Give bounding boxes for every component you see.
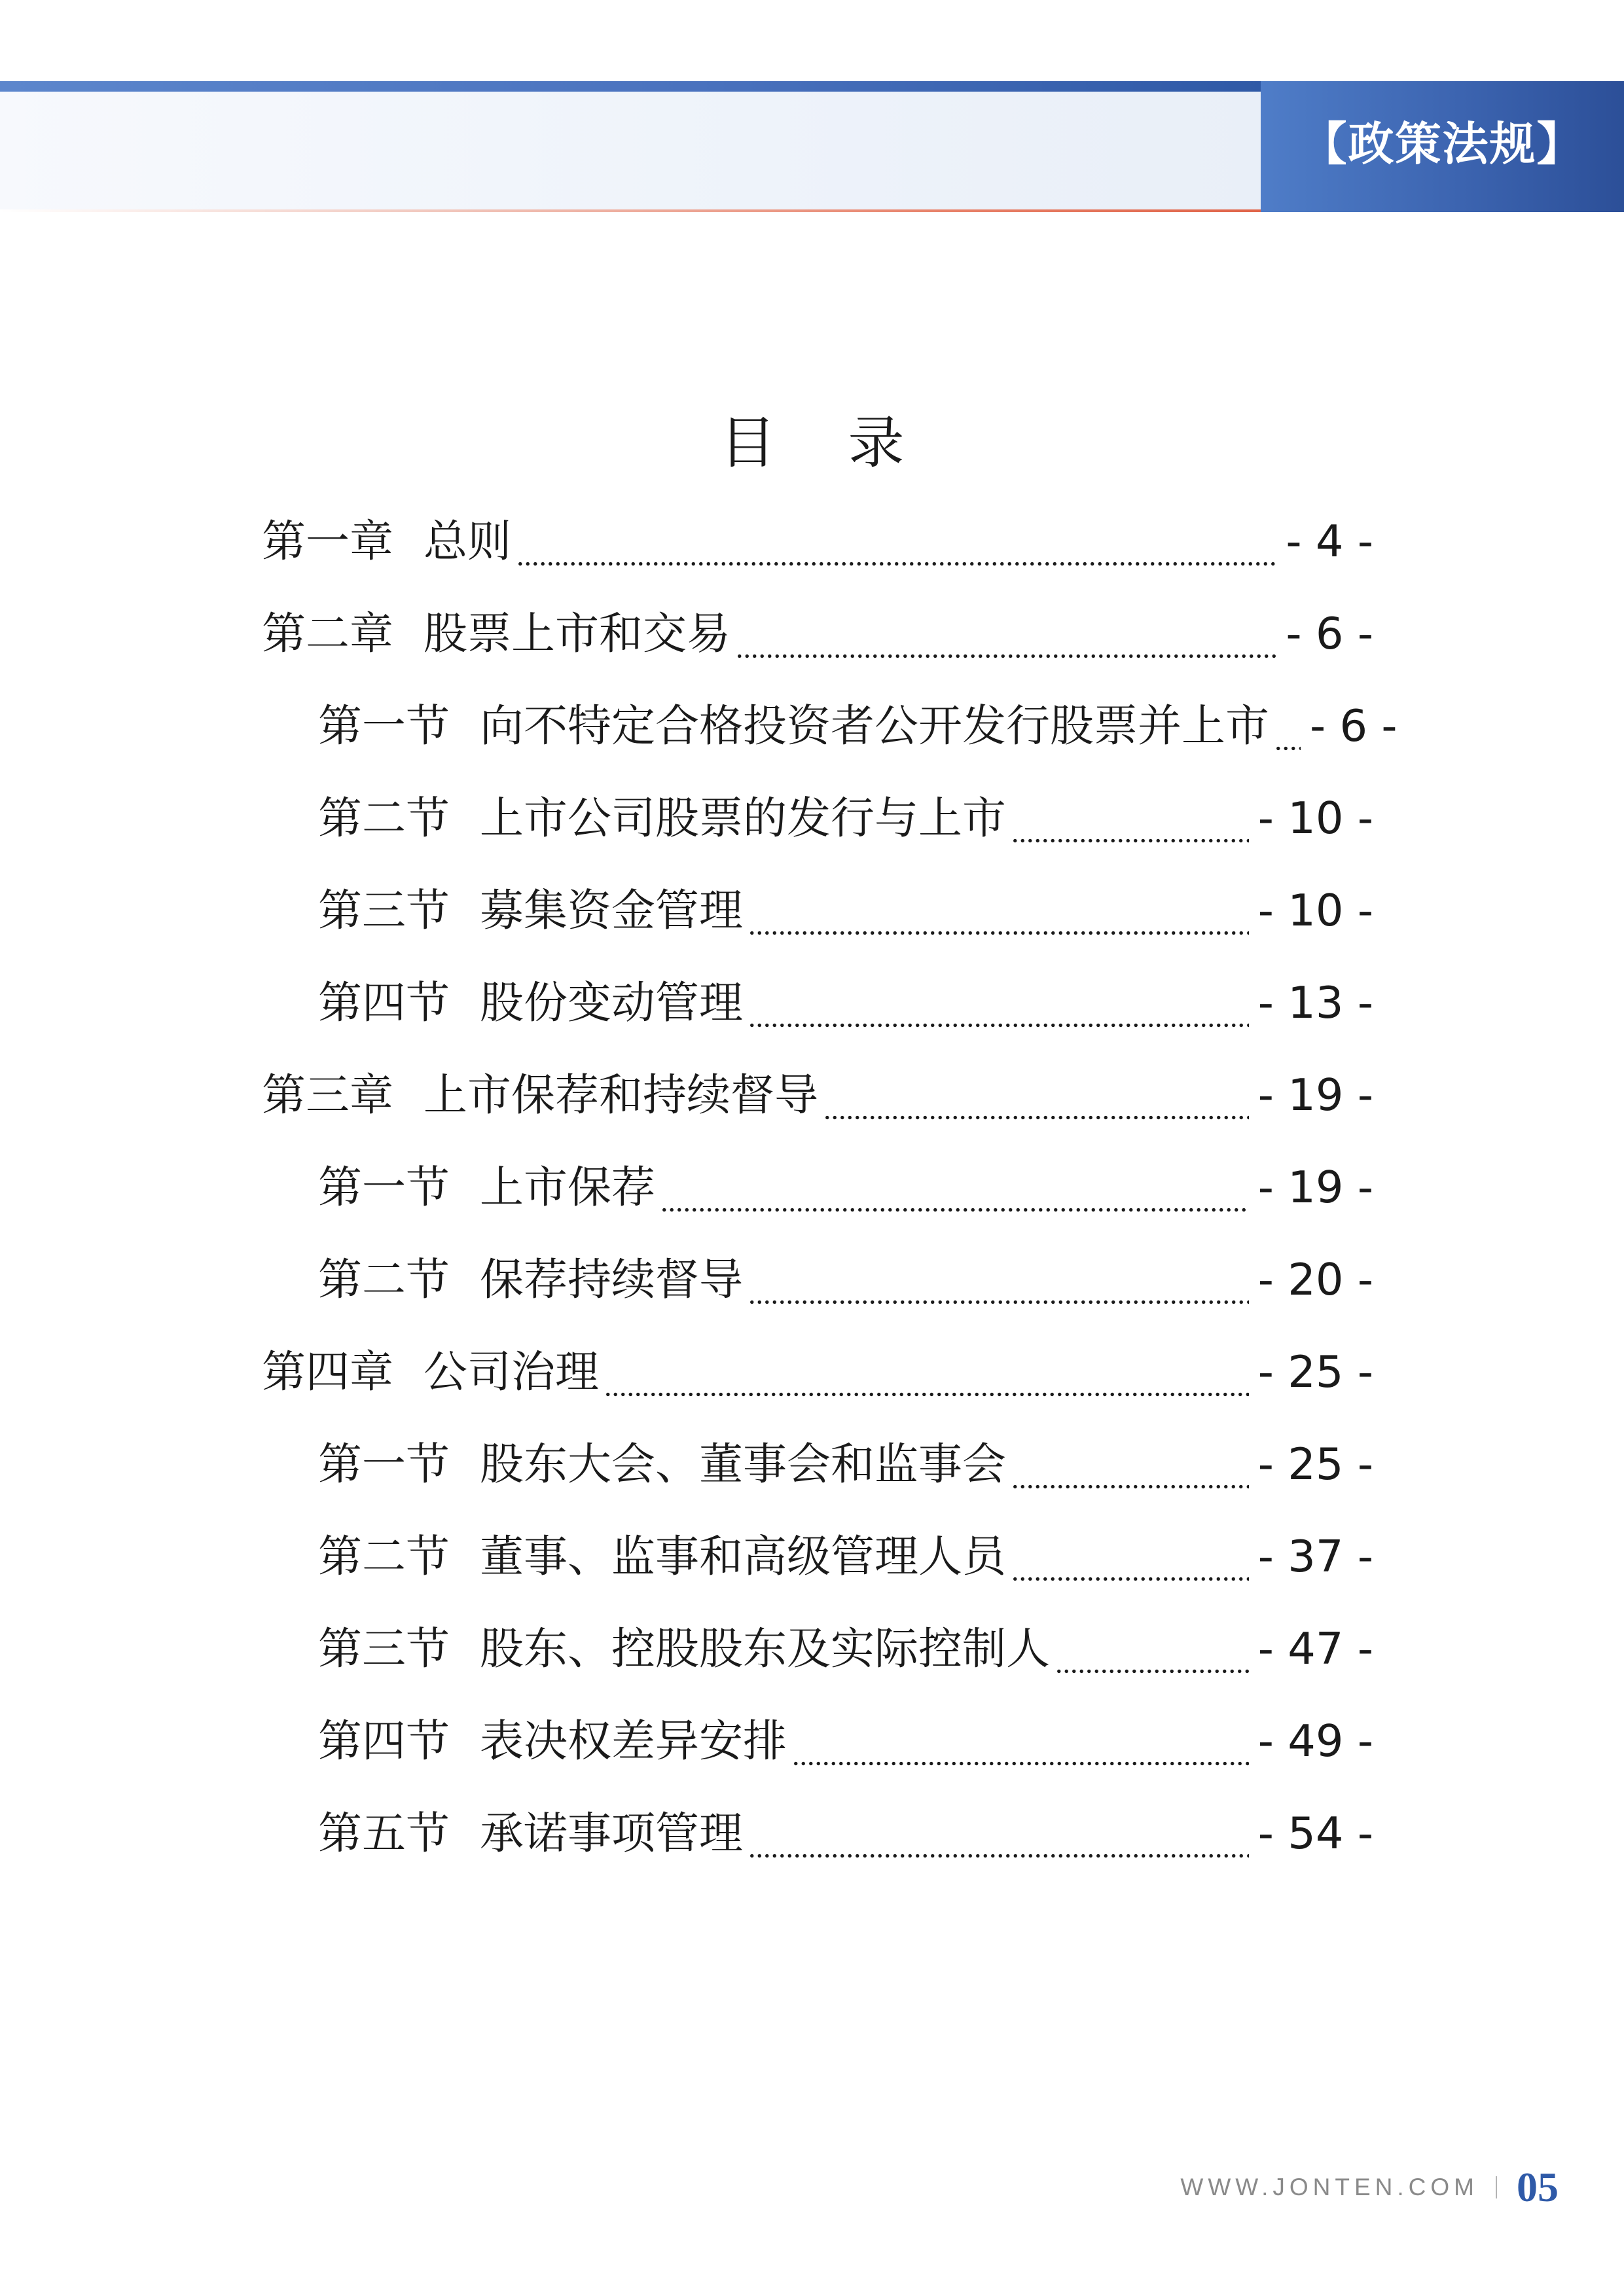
toc-entry-section[interactable] <box>0 772 1624 864</box>
toc-entry-section[interactable] <box>0 1695 1624 1787</box>
toc-entry-section[interactable] <box>0 1141 1624 1233</box>
dot-leader <box>748 1250 1249 1309</box>
toc-entry-page: - 25 - <box>1257 1346 1373 1397</box>
toc-entry-label: 第三章 <box>262 1069 393 1121</box>
toc-entry-page: - 54 - <box>1257 1807 1373 1859</box>
toc-entry-label: 第一节 <box>318 1161 450 1213</box>
dot-leader <box>1011 1527 1249 1586</box>
toc-entry-label: 第四章 <box>262 1346 393 1397</box>
toc-entry-title: 保荐持续督导 <box>480 1253 743 1305</box>
toc-entry-title: 上市公司股票的发行与上市 <box>480 792 1006 844</box>
toc-entry-label: 第三节 <box>318 1623 450 1674</box>
toc-entry-title: 募集资金管理 <box>480 884 743 936</box>
dot-leader <box>748 881 1249 940</box>
toc-entry-label: 第三节 <box>318 884 450 936</box>
toc-entry-page: - 47 - <box>1257 1623 1373 1674</box>
toc-entry-title: 向不特定合格投资者公开发行股票并上市 <box>480 700 1269 751</box>
header-accent-line <box>0 81 1261 92</box>
toc-entry-chapter-4[interactable] <box>0 1325 1624 1418</box>
table-of-contents <box>0 495 1624 1879</box>
toc-entry-title: 董事、监事和高级管理人员 <box>480 1530 1006 1582</box>
toc-entry-page: - 6 - <box>1310 700 1398 751</box>
header-underline <box>0 209 1261 212</box>
toc-entry-title: 公司治理 <box>424 1346 599 1397</box>
toc-entry-page: - 19 - <box>1257 1161 1373 1213</box>
toc-entry-section[interactable] <box>0 1787 1624 1879</box>
website-link[interactable]: WWW.JONTEN.COM <box>1180 2174 1479 2200</box>
toc-entry-page: - 4 - <box>1286 515 1373 567</box>
dot-leader <box>1055 1619 1249 1678</box>
toc-entry-label: 第二节 <box>318 1530 450 1582</box>
toc-entry-chapter-2[interactable] <box>0 587 1624 679</box>
toc-entry-page: - 13 - <box>1257 977 1373 1028</box>
toc-entry-label: 第一节 <box>318 700 450 751</box>
dot-leader <box>792 1712 1249 1770</box>
dot-leader <box>1011 1435 1249 1494</box>
dot-leader <box>1011 789 1249 848</box>
dot-leader <box>823 1066 1249 1124</box>
toc-entry-title: 股份变动管理 <box>480 977 743 1028</box>
toc-entry-section[interactable] <box>0 864 1624 956</box>
toc-entry-label: 第四节 <box>318 977 450 1028</box>
category-tag <box>1261 81 1624 212</box>
toc-entry-section[interactable] <box>0 1233 1624 1325</box>
footer-divider <box>1496 2176 1497 2198</box>
toc-heading-part1: 目 <box>719 410 776 476</box>
toc-entry-page: - 19 - <box>1257 1069 1373 1121</box>
toc-entry-title: 总则 <box>424 515 511 567</box>
toc-entry-label: 第一节 <box>318 1438 450 1490</box>
toc-entry-page: - 25 - <box>1257 1438 1373 1490</box>
dot-leader <box>1274 696 1301 755</box>
toc-heading <box>0 407 1624 479</box>
toc-entry-title: 股票上市和交易 <box>424 607 731 659</box>
toc-entry-page: - 6 - <box>1286 607 1373 659</box>
toc-entry-chapter-3[interactable] <box>0 1049 1624 1141</box>
toc-entry-title: 上市保荐 <box>480 1161 655 1213</box>
toc-entry-label: 第五节 <box>318 1807 450 1859</box>
dot-leader <box>660 1158 1249 1217</box>
toc-entry-page: - 49 - <box>1257 1715 1373 1767</box>
toc-entry-title: 股东大会、董事会和监事会 <box>480 1438 1006 1490</box>
toc-entry-title: 承诺事项管理 <box>480 1807 743 1859</box>
toc-entry-title: 股东、控股股东及实际控制人 <box>480 1623 1050 1674</box>
toc-entry-section[interactable] <box>0 1510 1624 1602</box>
page-number: 05 <box>1517 2164 1559 2210</box>
toc-entry-label: 第二章 <box>262 607 393 659</box>
toc-entry-chapter-1[interactable] <box>0 495 1624 587</box>
toc-entry-title: 表决权差异安排 <box>480 1715 787 1767</box>
dot-leader <box>604 1342 1249 1401</box>
dot-leader <box>516 512 1276 571</box>
toc-entry-label: 第一章 <box>262 515 393 567</box>
toc-entry-label: 第二节 <box>318 1253 450 1305</box>
dot-leader <box>748 1804 1249 1863</box>
toc-entry-page: - 20 - <box>1257 1253 1373 1305</box>
category-tag-text: 【政策法规】 <box>1301 116 1584 171</box>
toc-entry-section[interactable] <box>0 956 1624 1049</box>
toc-entry-label: 第二节 <box>318 792 450 844</box>
dot-leader <box>736 604 1276 663</box>
toc-entry-label: 第四节 <box>318 1715 450 1767</box>
dot-leader <box>748 973 1249 1032</box>
toc-heading-part2: 录 <box>848 410 905 476</box>
toc-entry-section[interactable] <box>0 1602 1624 1695</box>
page-footer <box>1180 2161 1559 2214</box>
header-band <box>0 92 1261 209</box>
toc-entry-page: - 10 - <box>1257 884 1373 936</box>
toc-entry-page: - 37 - <box>1257 1530 1373 1582</box>
toc-entry-section[interactable] <box>0 679 1624 772</box>
toc-entry-section[interactable] <box>0 1418 1624 1510</box>
toc-entry-page: - 10 - <box>1257 792 1373 844</box>
toc-entry-title: 上市保荐和持续督导 <box>424 1069 818 1121</box>
